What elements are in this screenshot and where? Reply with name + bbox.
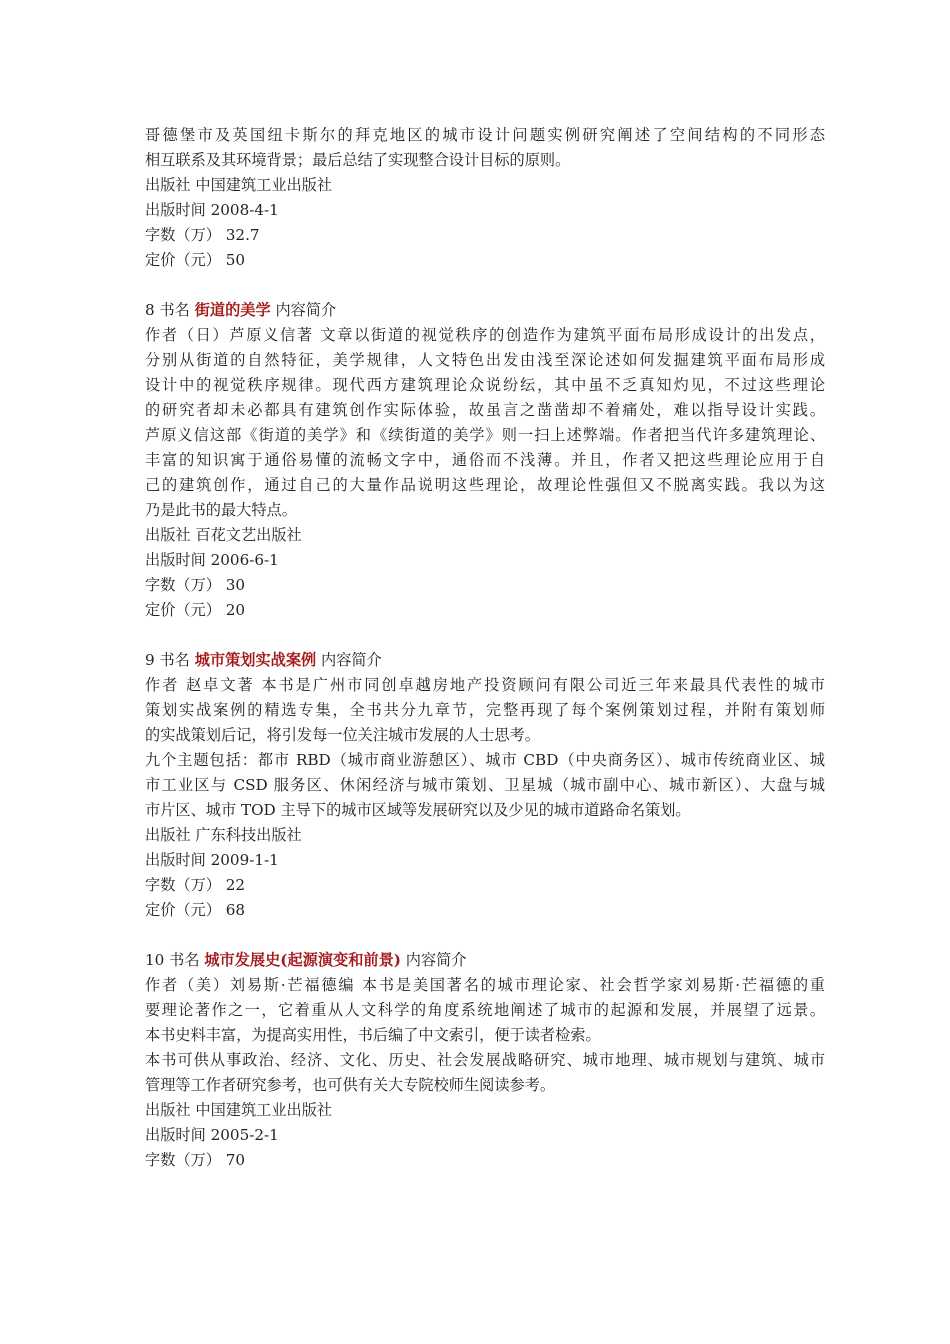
book-8-section xyxy=(145,298,825,623)
summary-label: 内容简介 xyxy=(270,301,337,319)
book-number-label: 8 书名 xyxy=(145,301,195,319)
description-line: 作者（美）刘易斯·芒福德编 本书是美国著名的城市理论家、社会哲学家刘易斯·芒福德的重 xyxy=(145,976,825,994)
pub-date: 出版时间 2006-6-1 xyxy=(145,551,279,569)
price: 定价（元） 68 xyxy=(145,901,246,919)
word-count: 字数（万） 32.7 xyxy=(145,226,260,244)
word-count: 字数（万） 70 xyxy=(145,1151,246,1169)
description-line: 管理等工作者研究参考，也可供有关大专院校师生阅读参考。 xyxy=(145,1076,556,1094)
description-line: 市工业区与 CSD 服务区、休闲经济与城市策划、卫星城（城市副中心、城市新区）、大盘与城 xyxy=(145,776,825,794)
description-line: 芦原义信这部《街道的美学》和《续街道的美学》则一扫上述弊端。作者把当代许多建筑理论、 xyxy=(145,426,825,444)
publisher: 出版社 广东科技出版社 xyxy=(145,826,302,844)
book-number-label: 10 书名 xyxy=(145,951,205,969)
description-line: 作者（日）芦原义信著 文章以街道的视觉秩序的创造作为建筑平面布局形成设计的出发点， xyxy=(145,326,825,344)
description-line: 的实战策划后记，将引发每一位关注城市发展的人士思考。 xyxy=(145,726,540,744)
summary-label: 内容简介 xyxy=(400,951,467,969)
price: 定价（元） 50 xyxy=(145,251,246,269)
summary-label: 内容简介 xyxy=(316,651,382,669)
description-line: 市片区、城市 TOD 主导下的城市区域等发展研究以及少见的城市道路命名策划。 xyxy=(145,801,691,819)
book-number-label: 9 书名 xyxy=(145,651,195,669)
publisher: 出版社 中国建筑工业出版社 xyxy=(145,1101,333,1119)
description-line: 本书可供从事政治、经济、文化、历史、社会发展战略研究、城市地理、城市规划与建筑、城市 xyxy=(145,1051,825,1069)
description-line: 策划实战案例的精选专集，全书共分九章节，完整再现了每个案例策划过程，并附有策划师 xyxy=(145,701,825,719)
description-line: 要理论著作之一，它着重从人文科学的角度系统地阐述了城市的起源和发展，并展望了远景。 xyxy=(145,1001,825,1019)
description-line: 分别从街道的自然特征，美学规律，人文特色出发由浅至深论述如何发掘建筑平面布局形成 xyxy=(145,351,825,369)
book-heading xyxy=(145,648,825,673)
description-line: 的研究者却未必都具有建筑创作实际体验，故虽言之凿凿却不着痛处，难以指导设计实践。 xyxy=(145,401,825,419)
book-heading xyxy=(145,948,825,973)
book-title: 城市发展史(起源演变和前景) xyxy=(204,951,401,969)
description-line: 己的建筑创作，通过自己的大量作品说明这些理论，故理论性强但又不脱离实践。我以为这 xyxy=(145,476,825,494)
price: 定价（元） 20 xyxy=(145,601,246,619)
description-line: 九个主题包括：都市 RBD（城市商业游憩区）、城市 CBD（中央商务区）、城市传统商业区、城 xyxy=(145,751,825,769)
publisher: 出版社 百花文艺出版社 xyxy=(145,526,302,544)
description-line: 乃是此书的最大特点。 xyxy=(145,501,297,519)
intro-section xyxy=(145,123,825,273)
pub-date: 出版时间 2009-1-1 xyxy=(145,851,279,869)
intro-text-line: 相互联系及其环境背景；最后总结了实现整合设计目标的原则。 xyxy=(145,151,571,169)
intro-text-line: 哥德堡市及英国纽卡斯尔的拜克地区的城市设计问题实例研究阐述了空间结构的不同形态 xyxy=(145,126,825,144)
section-gap xyxy=(145,273,825,298)
pub-date: 出版时间 2005-2-1 xyxy=(145,1126,279,1144)
pub-date: 出版时间 2008-4-1 xyxy=(145,201,279,219)
section-gap xyxy=(145,623,825,648)
description-line: 丰富的知识寓于通俗易懂的流畅文字中，通俗而不浅薄。并且，作者又把这些理论应用于自 xyxy=(145,451,825,469)
book-heading xyxy=(145,298,825,323)
document-page xyxy=(145,123,825,1173)
word-count: 字数（万） 22 xyxy=(145,876,246,894)
publisher: 出版社 中国建筑工业出版社 xyxy=(145,176,333,194)
description-line: 作者 赵卓文著 本书是广州市同创卓越房地产投资顾问有限公司近三年来最具代表性的城市 xyxy=(145,676,825,694)
book-9-section xyxy=(145,648,825,923)
word-count: 字数（万） 30 xyxy=(145,576,246,594)
description-line: 设计中的视觉秩序规律。现代西方建筑理论众说纷纭，其中虽不乏真知灼见，不过这些理论 xyxy=(145,376,825,394)
book-title: 城市策划实战案例 xyxy=(194,651,317,669)
description-line: 本书史料丰富，为提高实用性，书后编了中文索引，便于读者检索。 xyxy=(145,1026,601,1044)
book-title: 街道的美学 xyxy=(194,301,271,319)
section-gap xyxy=(145,923,825,948)
book-10-section xyxy=(145,948,825,1173)
